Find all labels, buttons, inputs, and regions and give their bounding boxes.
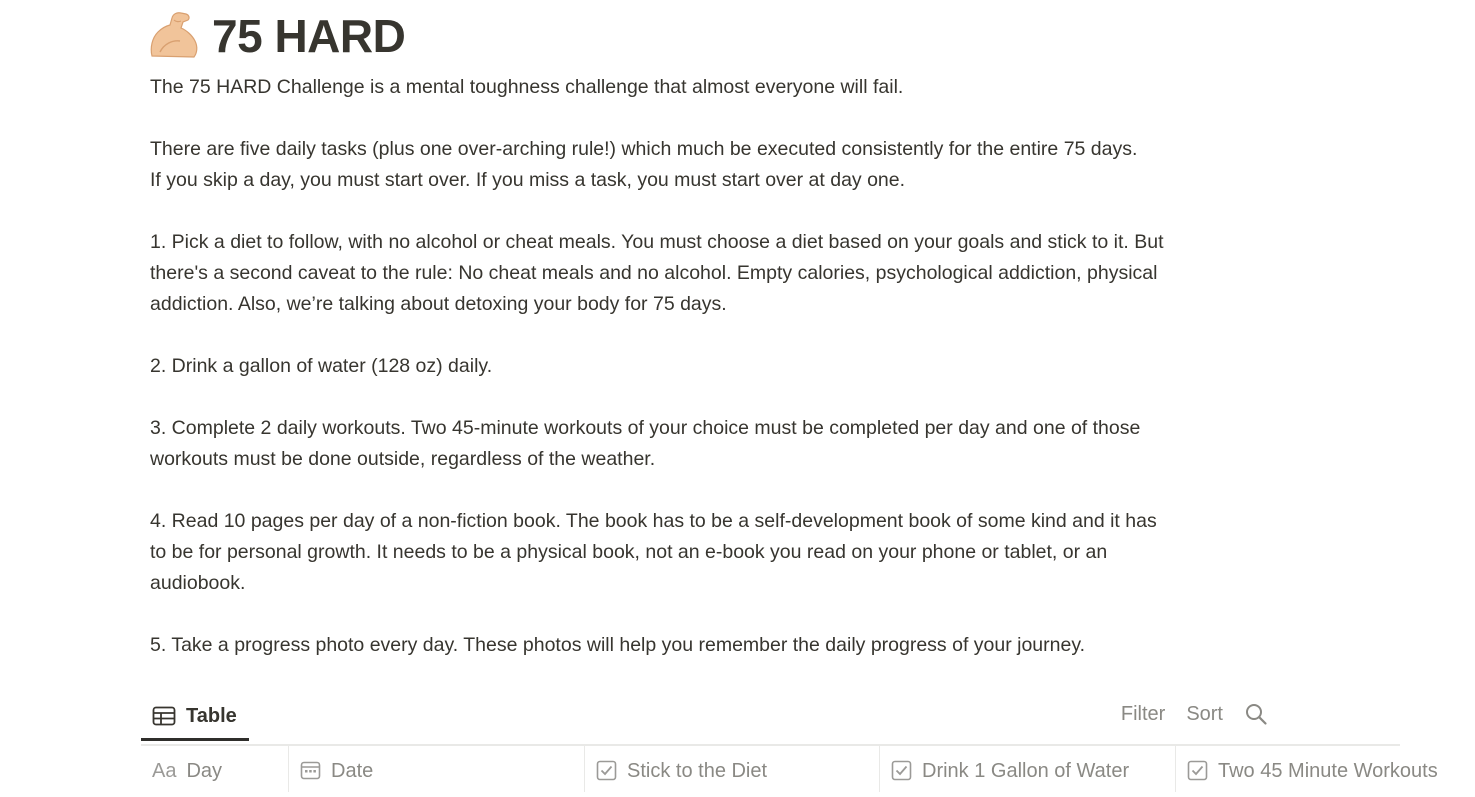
page-title-row <box>146 6 405 66</box>
rule-2-line-1: 2. Drink a gallon of water (128 oz) daily. <box>150 355 493 377</box>
column-label-day: Day <box>186 760 223 782</box>
column-label-stick-to-diet: Stick to the Diet <box>627 760 768 782</box>
view-actions <box>1121 702 1268 726</box>
sort-button[interactable]: Sort <box>1186 702 1223 725</box>
tab-table-view[interactable] <box>141 690 249 742</box>
table-icon <box>152 706 176 726</box>
database-view-bar <box>141 690 1400 745</box>
page-title[interactable]: 75 HARD <box>212 10 406 62</box>
rule-3-line-1: 3. Complete 2 daily workouts. Two 45-minute workouts of your choice must be completed per day and one of those <box>150 417 1141 439</box>
calendar-icon <box>300 760 321 781</box>
search-icon[interactable] <box>1244 702 1268 726</box>
flexed-biceps-icon[interactable] <box>146 8 202 64</box>
rule-4-line-3: audiobook. <box>150 572 246 594</box>
rules-text-line-2: If you skip a day, you must start over. If you miss a task, you must start over at day one. <box>150 169 906 191</box>
rule-1-line-3: addiction. Also, we’re talking about detoxing your body for 75 days. <box>150 293 727 315</box>
tab-table-label: Table <box>186 704 237 727</box>
column-label-drink-water: Drink 1 Gallon of Water <box>922 760 1130 782</box>
filter-button[interactable]: Filter <box>1120 702 1166 725</box>
table-header <box>141 745 1438 782</box>
rule-1-line-2: there's a second caveat to the rule: No cheat meals and no alcohol. Empty calories, psychological addiction, physical <box>150 262 1158 284</box>
column-label-date: Date <box>331 760 374 782</box>
rule-4-line-1: 4. Read 10 pages per day of a non-fiction book. The book has to be a self-development book of some kind and it has <box>150 510 1157 532</box>
column-header-two-workouts[interactable] <box>1175 746 1475 792</box>
column-label-two-workouts: Two 45 Minute Workouts <box>1218 760 1438 782</box>
active-tab-indicator <box>141 738 249 741</box>
column-header-drink-water[interactable] <box>879 746 1175 792</box>
rules-text-line-1: There are five daily tasks (plus one over-arching rule!) which much be executed consistently for the entire 75 days. <box>150 138 1138 160</box>
rule-5-line-1: 5. Take a progress photo every day. These photos will help you remember the daily progress of your journey. <box>150 634 1086 656</box>
intro-text: The 75 HARD Challenge is a mental toughness challenge that almost everyone will fail. <box>150 76 904 98</box>
column-header-day[interactable] <box>141 746 288 792</box>
rule-1-line-1: 1. Pick a diet to follow, with no alcohol or cheat meals. You must choose a diet based on your goals and stick to it. But <box>150 231 1164 253</box>
checkbox-icon <box>596 760 617 781</box>
column-header-date[interactable] <box>288 746 584 792</box>
checkbox-icon <box>1187 760 1208 781</box>
text-type-icon: Aa <box>152 760 177 782</box>
checkbox-icon <box>891 760 912 781</box>
column-header-stick-to-diet[interactable] <box>584 746 879 792</box>
rule-4-line-2: to be for personal growth. It needs to be a physical book, not an e-book you read on your phone or tablet, or an <box>150 541 1108 563</box>
rule-3-line-2: workouts must be done outside, regardless of the weather. <box>150 448 656 470</box>
